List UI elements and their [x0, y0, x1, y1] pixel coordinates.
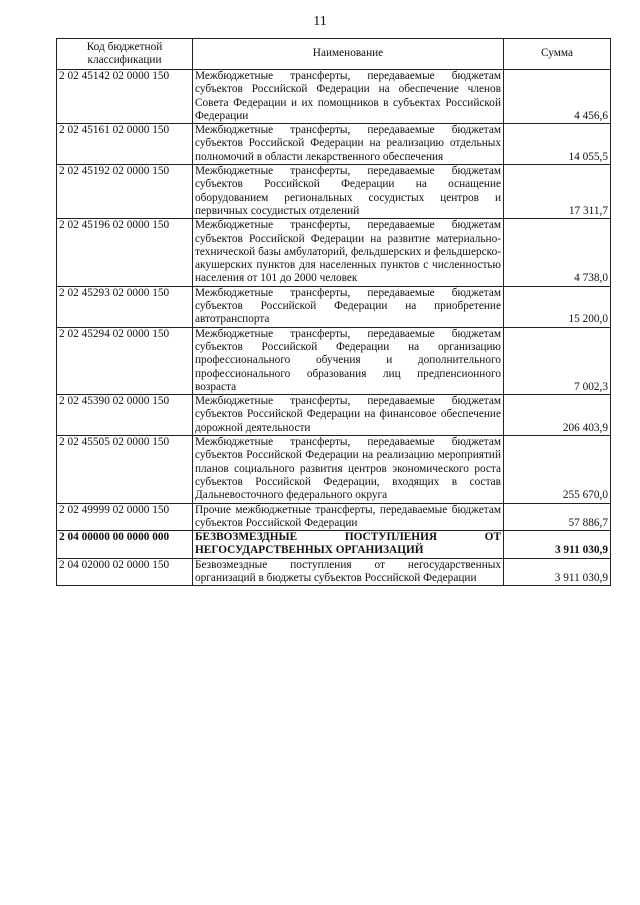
- header-code: Код бюджетной классификации: [57, 39, 193, 70]
- row-code: 2 02 49999 02 0000 150: [57, 503, 193, 531]
- table-row: [57, 165, 611, 219]
- row-code: 2 02 45161 02 0000 150: [57, 124, 193, 165]
- table-row: [57, 503, 611, 531]
- row-code: 2 02 45192 02 0000 150: [57, 165, 193, 219]
- table-row: [57, 219, 611, 286]
- row-sum: 17 311,7: [504, 165, 611, 219]
- table-row: [57, 558, 611, 586]
- row-code: 2 02 45505 02 0000 150: [57, 436, 193, 503]
- row-name: Межбюджетные трансферты, передаваемые бюджетам субъектов Российской Федерации на оснащение оборудованием региональных сосудистых центров и первичных сосудистых отделений: [193, 165, 504, 219]
- table-row: [57, 70, 611, 124]
- table-row: [57, 395, 611, 436]
- row-code: 2 02 45294 02 0000 150: [57, 327, 193, 394]
- row-name: Прочие межбюджетные трансферты, передаваемые бюджетам субъектов Российской Федерации: [193, 503, 504, 531]
- row-code: 2 04 00000 00 0000 000: [57, 531, 193, 559]
- row-sum: 4 738,0: [504, 219, 611, 286]
- table-row: [57, 531, 611, 559]
- table-body: [57, 70, 611, 586]
- header-sum: Сумма: [504, 39, 611, 70]
- row-code: 2 02 45293 02 0000 150: [57, 286, 193, 327]
- row-name: Межбюджетные трансферты, передаваемые бюджетам субъектов Российской Федерации на финансовое обеспечение дорожной деятельности: [193, 395, 504, 436]
- row-code: 2 02 45196 02 0000 150: [57, 219, 193, 286]
- row-sum: 57 886,7: [504, 503, 611, 531]
- page-number: 11: [313, 14, 327, 29]
- row-name: Межбюджетные трансферты, передаваемые бюджетам субъектов Российской Федерации на развитие материально-технической базы амбулаторий, фельдшерских и фельдшерско-акушерских пунктов для населенных пунктов с численностью населения от 101 до 2000 человек: [193, 219, 504, 286]
- row-name: БЕЗВОЗМЕЗДНЫЕ ПОСТУПЛЕНИЯ ОТ НЕГОСУДАРСТВЕННЫХ ОРГАНИЗАЦИЙ: [193, 531, 504, 559]
- row-sum: 206 403,9: [504, 395, 611, 436]
- row-name: Межбюджетные трансферты, передаваемые бюджетам субъектов Российской Федерации на реализацию мероприятий планов социального развития центров экономического роста субъектов Российской Федерации, входящих в состав Дальневосточного федерального округа: [193, 436, 504, 503]
- table-row: [57, 436, 611, 503]
- table-header-row: [57, 39, 611, 70]
- row-sum: 14 055,5: [504, 124, 611, 165]
- row-name: Межбюджетные трансферты, передаваемые бюджетам субъектов Российской Федерации на организацию профессионального обучения и дополнительного профессионального образования лиц предпенсионного возраста: [193, 327, 504, 394]
- header-name: Наименование: [193, 39, 504, 70]
- row-code: 2 02 45142 02 0000 150: [57, 70, 193, 124]
- row-sum: 7 002,3: [504, 327, 611, 394]
- table-row: [57, 124, 611, 165]
- row-name: Безвозмездные поступления от негосударственных организаций в бюджеты субъектов Российской Федерации: [193, 558, 504, 586]
- row-sum: 4 456,6: [504, 70, 611, 124]
- row-code: 2 04 02000 02 0000 150: [57, 558, 193, 586]
- row-sum: 3 911 030,9: [504, 531, 611, 559]
- row-sum: 3 911 030,9: [504, 558, 611, 586]
- table-row: [57, 327, 611, 394]
- row-name: Межбюджетные трансферты, передаваемые бюджетам субъектов Российской Федерации на реализацию отдельных полномочий в области лекарственного обеспечения: [193, 124, 504, 165]
- row-name: Межбюджетные трансферты, передаваемые бюджетам субъектов Российской Федерации на приобретение автотранспорта: [193, 286, 504, 327]
- row-code: 2 02 45390 02 0000 150: [57, 395, 193, 436]
- budget-table: [56, 38, 611, 586]
- row-sum: 255 670,0: [504, 436, 611, 503]
- row-sum: 15 200,0: [504, 286, 611, 327]
- row-name: Межбюджетные трансферты, передаваемые бюджетам субъектов Российской Федерации на обеспечение членов Совета Федерации и их помощников в субъектах Российской Федерации: [193, 70, 504, 124]
- table-row: [57, 286, 611, 327]
